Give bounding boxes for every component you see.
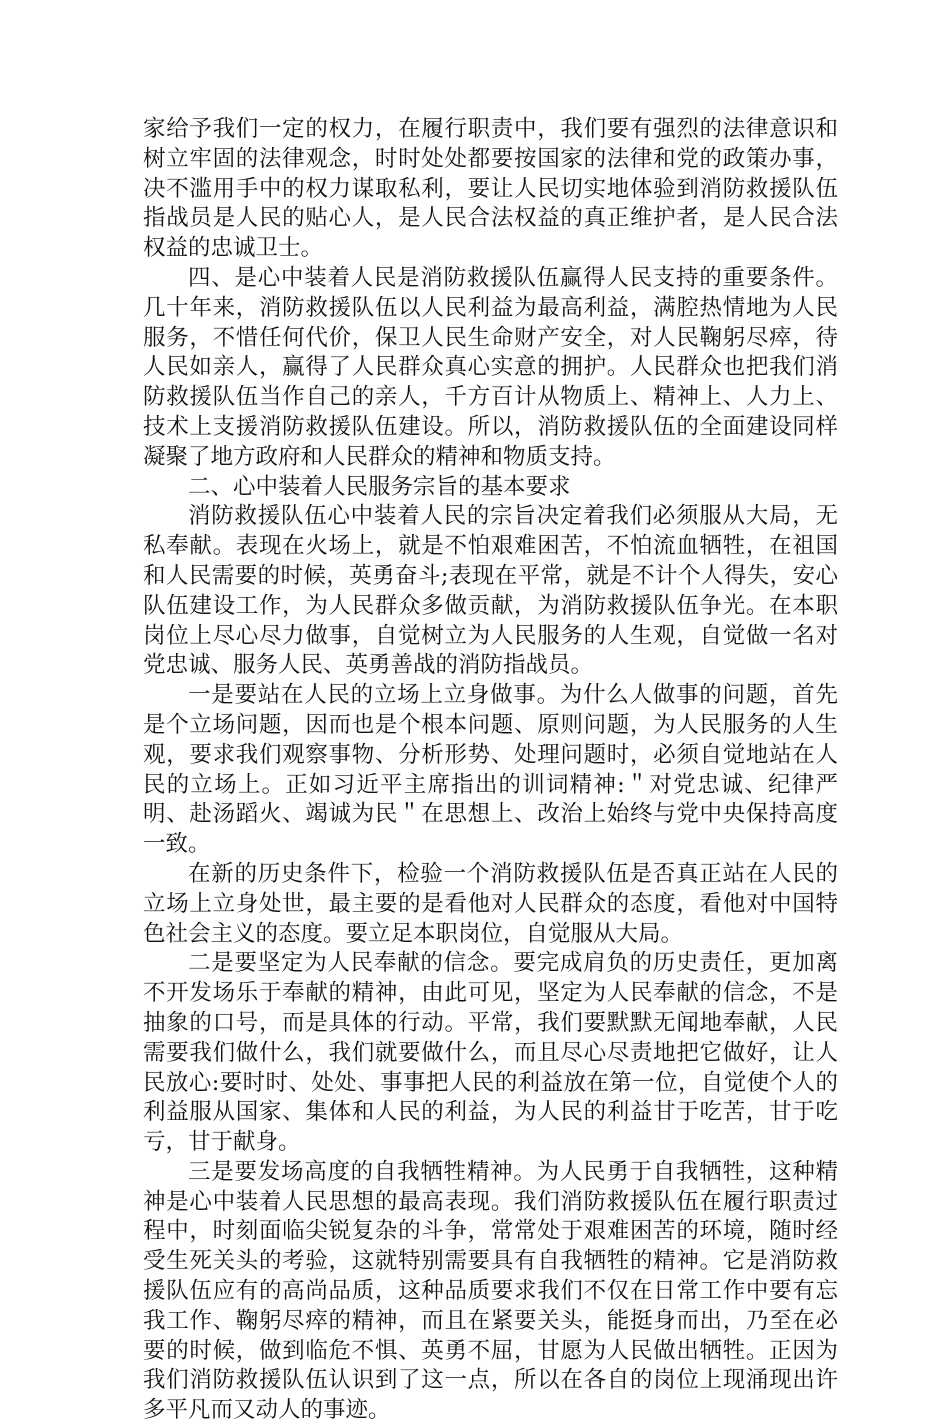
section-heading-two: 二、心中装着人民服务宗旨的基本要求 <box>188 473 571 500</box>
paragraph-first-requirement: 一是要站在人民的立场上立身做事。为什么人做事的问题，首先是个立场问题，因而也是个根本问题、原则问题，为人民服务的人生观，要求我们观察事物、分析形势、处理问题时，必须自觉地站在人民的立场上。正如习近平主席指出的训词精神:＂对党忠诚、纪律严明、赴汤蹈火、竭诚为民＂在思想上、改治上始终与党中央保持高度一致。 <box>143 682 838 858</box>
paragraph-service-purpose: 消防救援队伍心中装着人民的宗旨决定着我们必须服从大局，无私奉献。表现在火场上，就是不怕艰难困苦，不怕流血牺牲，在祖国和人民需要的时候，英勇奋斗;表现在平常，就是不计个人得失，安心队伍建设工作，为人民群众多做贡献，为消防救援队伍争光。在本职岗位上尽心尽力做事，自觉树立为人民服务的人生观，自觉做一名对党忠诚、服务人民、英勇善战的消防指战员。 <box>143 503 838 679</box>
paragraph-historical-conditions: 在新的历史条件下，检验一个消防救援队伍是否真正站在人民的立场上立身处世，最主要的是看他对人民群众的态度，看他对中国特色社会主义的态度。要立足本职岗位，自觉服从大局。 <box>143 860 838 947</box>
paragraph-second-requirement: 二是要坚定为人民奉献的信念。要完成肩负的历史责任，更加离不开发场乐于奉献的精神，由此可见，坚定为人民奉献的信念，不是抽象的口号，而是具体的行动。平常，我们要默默无闻地奉献，人民需要我们做什么，我们就要做什么，而且尽心尽责地把它做好，让人民放心:要时时、处处、事事把人民的利益放在第一位，自觉使个人的利益服从国家、集体和人民的利益，为人民的利益甘于吃苦，甘于吃亏，甘于献身。 <box>143 950 838 1156</box>
paragraph-point-four: 四、是心中装着人民是消防救援队伍赢得人民支持的重要条件。几十年来，消防救援队伍以人民利益为最高利益，满腔热情地为人民服务，不惜任何代价，保卫人民生命财产安全，对人民鞠躬尽瘁，待人民如亲人，赢得了人民群众真心实意的拥护。人民群众也把我们消防救援队伍当作自己的亲人，千方百计从物质上、精神上、人力上、技术上支援消防救援队伍建设。所以，消防救援队伍的全面建设同样凝聚了地方政府和人民群众的精神和物质支持。 <box>143 264 838 470</box>
paragraph-third-requirement: 三是要发场高度的自我牺牲精神。为人民勇于自我牺牲，这种精神是心中装着人民思想的最高表现。我们消防救援队伍在履行职责过程中，时刻面临尖锐复杂的斗争，常常处于艰难困苦的环境，随时经受生死关头的考验，这就特别需要具有自我牺牲的精神。它是消防救援队伍应有的高尚品质，这种品质要求我们不仅在日常工作中要有忘我工作、鞠躬尽瘁的精神，而且在紧要关头，能挺身而出，乃至在必要的时候，做到临危不惧、英勇不屈，甘愿为人民做出牺牲。正因为我们消防救援队伍认识到了这一点，所以在各自的岗位上现涌现出许多平凡而又动人的事迹。 <box>143 1158 838 1424</box>
paragraph-continued: 家给予我们一定的权力，在履行职责中，我们要有强烈的法律意识和树立牢固的法律观念，时时处处都要按国家的法律和党的政策办事，决不滥用手中的权力谋取私利，要让人民切实地体验到消防救援队伍指战员是人民的贴心人，是人民合法权益的真正维护者，是人民合法权益的忠诚卫士。 <box>143 116 838 262</box>
document-body <box>143 115 838 1426</box>
